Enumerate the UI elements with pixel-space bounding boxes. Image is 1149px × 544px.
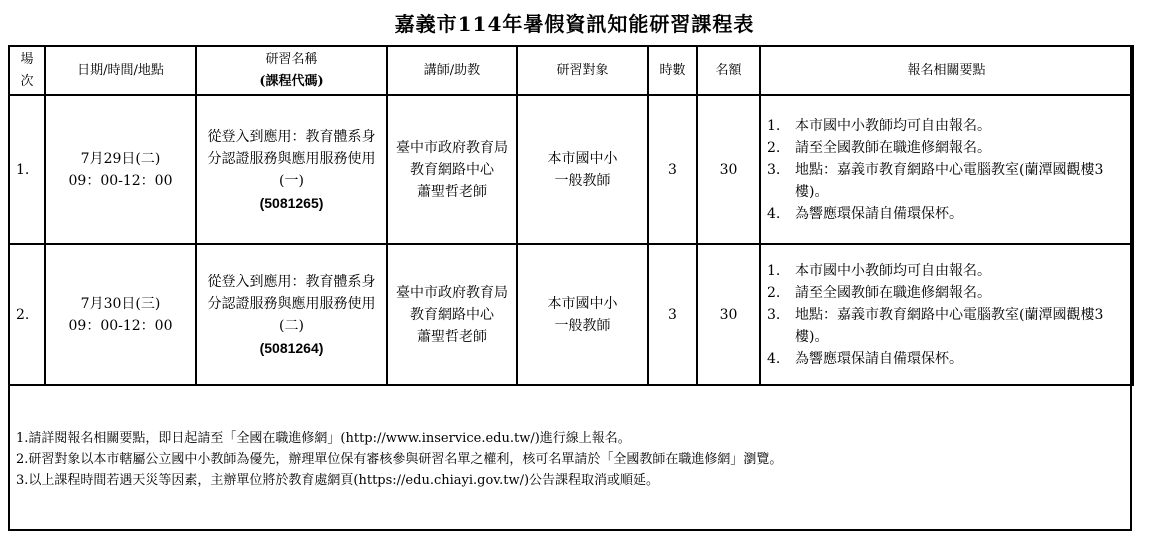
list-item [767, 159, 1132, 203]
session-quota: 30 [697, 95, 760, 244]
list-item-number: 1. [767, 262, 781, 279]
session-date: 7月30日(三) [80, 295, 161, 312]
session-course-code: (5081264) [259, 339, 324, 356]
list-item-text: 本市國中小教師均可自由報名。 [795, 117, 991, 134]
page-title: 嘉義市114年暑假資訊知能研習課程表 [394, 12, 755, 36]
header-hours: 時數 [648, 46, 697, 95]
header-instructor: 講師/助教 [387, 46, 517, 95]
session-instructor-name: 蕭聖哲老師 [417, 183, 487, 200]
list-item [767, 282, 1132, 304]
session-instructor-org: 臺中市政府教育局教育網路中心 [396, 139, 508, 178]
header-course-code: (課程代碼) [259, 73, 324, 89]
list-item-text: 本市國中小教師均可自由報名。 [795, 262, 991, 279]
session-requirements [760, 95, 1133, 244]
list-item-text: 請至全國教師在職進修網報名。 [795, 139, 991, 156]
session-course-code: (5081265) [259, 194, 324, 211]
list-item-text: 為響應環保請自備環保杯。 [795, 205, 963, 222]
session-instructor-org: 臺中市政府教育局教育網路中心 [396, 284, 508, 323]
header-course-name: 研習名稱 [265, 51, 318, 67]
list-item-number: 2. [767, 284, 781, 301]
requirements-list [761, 115, 1132, 225]
header-seq-line1: 場 [20, 51, 34, 67]
list-item-text: 地點：嘉義市教育網路中心電腦教室(蘭潭國觀樓3樓)。 [795, 306, 1104, 345]
list-item-number: 2. [767, 139, 781, 156]
list-item [767, 115, 1132, 137]
header-quota: 名額 [697, 46, 760, 95]
session-hours: 3 [648, 244, 697, 385]
header-target: 研習對象 [517, 46, 648, 95]
list-item-text: 請至全國教師在職進修網報名。 [795, 284, 991, 301]
header-course [196, 46, 387, 95]
header-requirements: 報名相關要點 [760, 46, 1133, 95]
list-item-number: 3. [767, 161, 781, 178]
session-course [196, 95, 387, 244]
session-time: 09：00-12：00 [68, 172, 173, 189]
list-item [767, 203, 1132, 225]
list-item-number: 3. [767, 306, 781, 323]
session-quota: 30 [697, 244, 760, 385]
session-course [196, 244, 387, 385]
session-datetime [45, 95, 196, 244]
list-item-number: 4. [767, 205, 781, 222]
list-item [767, 137, 1132, 159]
list-item [767, 260, 1132, 282]
session-course-name: 從登入到應用：教育體系身分認證服務與應用服務使用(一) [207, 128, 376, 189]
session-instructor [387, 95, 517, 244]
schedule-table [8, 45, 1134, 386]
list-item-number: 1. [767, 117, 781, 134]
header-row [9, 46, 1133, 95]
session-time: 09：00-12：00 [68, 317, 173, 334]
table-row [9, 95, 1133, 244]
note-line: 3.以上課程時間若遇天災等因素，主辦單位將於教育處網頁(https://edu.chiayi.gov.tw/)公告課程取消或順延。 [16, 473, 660, 488]
list-item-number: 4. [767, 350, 781, 367]
note-line: 2.研習對象以本市轄屬公立國中小教師為優先，辦理單位保有審核參與研習名單之權利，核可名單請於「全國教師在職進修網」瀏覽。 [16, 452, 783, 467]
header-seq [9, 46, 45, 95]
session-date: 7月29日(二) [80, 150, 161, 167]
list-item [767, 348, 1132, 370]
session-instructor-name: 蕭聖哲老師 [417, 328, 487, 345]
session-datetime [45, 244, 196, 385]
session-course-name: 從登入到應用：教育體系身分認證服務與應用服務使用(二) [207, 273, 376, 334]
table-row [9, 244, 1133, 385]
header-datetime: 日期/時間/地點 [45, 46, 196, 95]
list-item [767, 304, 1132, 348]
session-hours: 3 [648, 95, 697, 244]
session-target: 本市國中小一般教師 [517, 95, 648, 244]
session-seq: 1. [9, 95, 45, 244]
header-seq-line2: 次 [20, 73, 34, 89]
notes-section [16, 428, 1116, 491]
session-seq: 2. [9, 244, 45, 385]
session-requirements [760, 244, 1133, 385]
requirements-list [761, 260, 1132, 370]
session-target: 本市國中小一般教師 [517, 244, 648, 385]
list-item-text: 地點：嘉義市教育網路中心電腦教室(蘭潭國觀樓3樓)。 [795, 161, 1104, 200]
note-line: 1.請詳閱報名相關要點，即日起請至「全國在職進修網」(http://www.inservice.edu.tw/)進行線上報名。 [16, 431, 631, 446]
session-instructor [387, 244, 517, 385]
list-item-text: 為響應環保請自備環保杯。 [795, 350, 963, 367]
